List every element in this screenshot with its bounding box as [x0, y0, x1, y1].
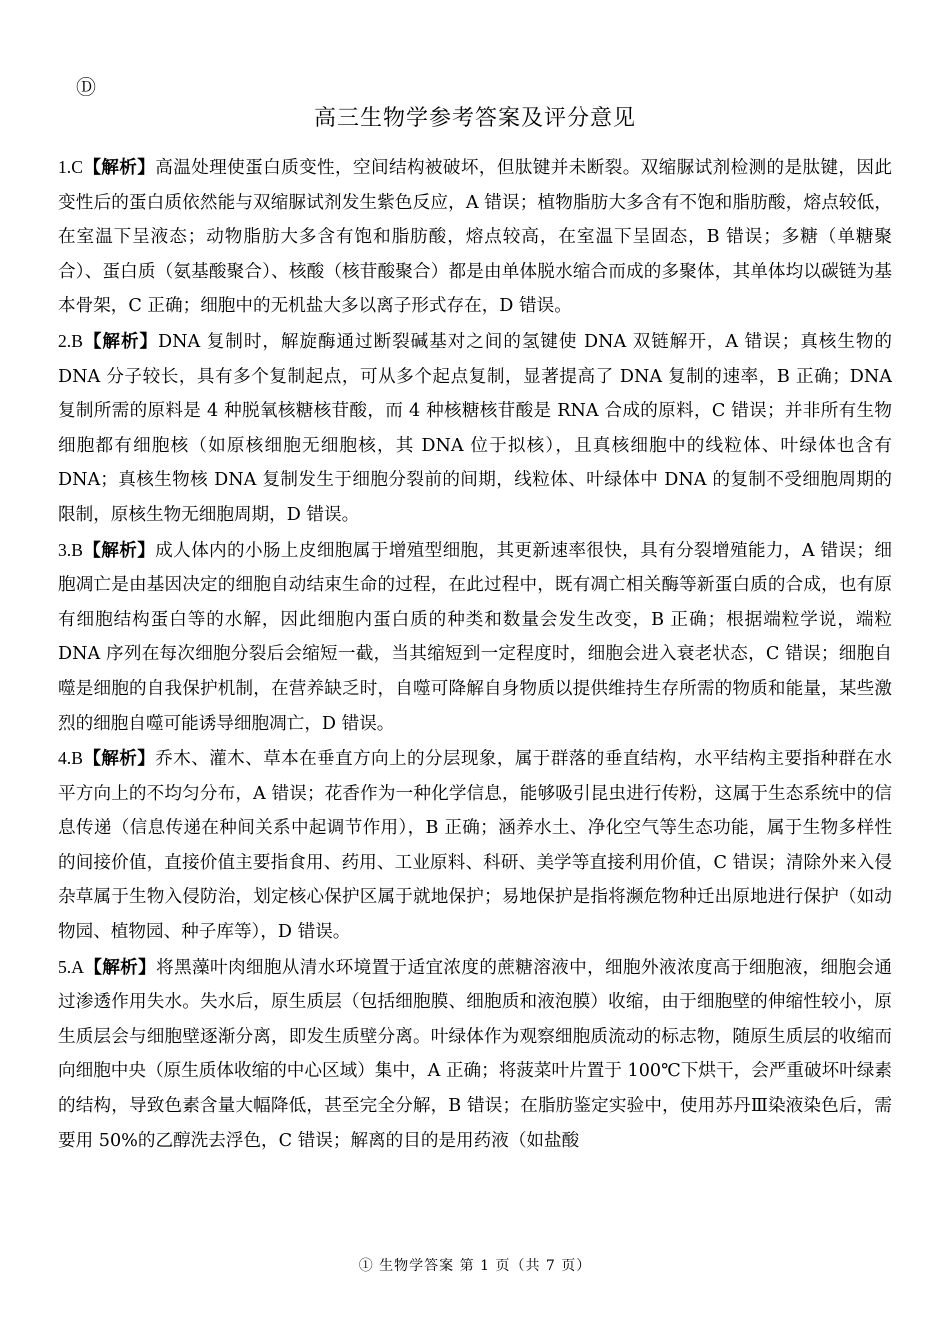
answer-item-3 — [58, 533, 892, 742]
corner-mark: Ⓓ — [76, 75, 96, 99]
answer-text: 高温处理使蛋白质变性，空间结构被破坏，但肽键并未断裂。双缩脲试剂检测的是肽键，因此变性后的蛋白质依然能与双缩脲试剂发生紫色反应，A 错误；植物脂肪大多含有不饱和脂肪酸，熔点较低，在室温下呈液态；动物脂肪大多含有饱和脂肪酸，熔点较高，在室温下呈固态，B 错误；多糖（单糖聚合）、蛋白质（氨基酸聚合）、核酸（核苷酸聚合）都是由单体脱水缩合而成的多聚体，其单体均以碳链为基本骨架，C 正确；细胞中的无机盐大多以离子形式存在，D 错误。 — [58, 158, 892, 317]
answer-number: 1.C — [58, 157, 83, 177]
page-title: 高三生物学参考答案及评分意见 — [313, 106, 636, 131]
answer-text: DNA 复制时，解旋酶通过断裂碱基对之间的氢键使 DNA 双链解开，A 错误；真核生物的 DNA 分子较长，具有多个复制起点，可从多个起点复制，显著提高了 DNA 复制的速率，B 正确；DNA 复制所需的原料是 4 种脱氧核糖核苷酸，而 4 种核糖核苷酸是 RNA 合成的原料，C 错误；并非所有生物细胞都有细胞核（如原核细胞无细胞核，其 DNA 位于拟核），且真核细胞中的线粒体、叶绿体也含有 DNA；真核生物核 DNA 复制发生于细胞分裂前的间期，线粒体、叶绿体中 DNA 的复制不受细胞周期的限制，原核生物无细胞周期，D 错误。 — [58, 331, 892, 525]
analysis-tag: 【解析】 — [82, 330, 159, 352]
answer-text: 成人体内的小肠上皮细胞属于增殖型细胞，其更新速率很快，具有分裂增殖能力，A 错误；细胞凋亡是由基因决定的细胞自动结束生命的过程，在此过程中，既有凋亡相关酶等新蛋白质的合成，也有原有细胞结构蛋白等的水解，因此细胞内蛋白质的种类和数量会发生改变，B 正确；根据端粒学说，端粒 DNA 序列在每次细胞分裂后会缩短一截，当其缩短到一定程度时，细胞会进入衰老状态，C 错误；细胞自噬是细胞的自我保护机制，在营养缺乏时，自噬可降解自身物质以提供维持生存所需的物质和能量，某些激烈的细胞自噬可能诱导细胞凋亡，D 错误。 — [58, 540, 892, 734]
page-footer: ① 生物学答案 第 1 页（共 7 页） — [358, 1258, 592, 1274]
answer-list — [58, 150, 892, 1158]
answer-item-4 — [58, 741, 892, 950]
analysis-tag: 【解析】 — [82, 539, 156, 561]
analysis-tag: 【解析】 — [82, 157, 156, 178]
answer-item-5 — [58, 950, 892, 1159]
answer-text: 乔木、灌木、草本在垂直方向上的分层现象，属于群落的垂直结构，水平结构主要指种群在水平方向上的不均匀分布，A 错误；花香作为一种化学信息，能够吸引昆虫进行传粉，这属于生态系统中的信息传递（信息传递在种间关系中起调节作用），B 正确；涵养水土、净化空气等生态功能，属于生物多样性的间接价值，直接价值主要指食用、药用、工业原料、科研、美学等直接利用价值，C 错误；清除外来入侵杂草属于生物入侵防治，划定核心保护区属于就地保护；易地保护是指将濒危物种迁出原地进行保护（如动物园、植物园、种子库等），D 错误。 — [58, 749, 892, 943]
answer-text: 将黑藻叶肉细胞从清水环境置于适宜浓度的蔗糖溶液中，细胞外液浓度高于细胞液，细胞会通过渗透作用失水。失水后，原生质层（包括细胞膜、细胞质和液泡膜）收缩，由于细胞壁的伸缩性较小，原生质层会与细胞壁逐渐分离，即发生质壁分离。叶绿体作为观察细胞质流动的标志物，随原生质层的收缩而向细胞中央（原生质体收缩的中心区域）集中，A 正确；将菠菜叶片置于 100℃下烘干，会严重破坏叶绿素的结构，导致色素含量大幅降低，甚至完全分解，B 错误；在脂肪鉴定实验中，使用苏丹Ⅲ染液染色后，需要用 50%的乙醇洗去浮色，C 错误；解离的目的是用药液（如盐酸 — [58, 957, 892, 1151]
analysis-tag: 【解析】 — [82, 748, 156, 770]
analysis-tag: 【解析】 — [83, 956, 157, 978]
answer-number: 5.A — [58, 956, 84, 977]
answer-number: 3.B — [58, 539, 83, 560]
answer-number: 4.B — [58, 748, 83, 769]
answer-number: 2.B — [58, 330, 83, 351]
answer-item-2 — [58, 324, 892, 533]
answer-item-1 — [58, 150, 892, 324]
